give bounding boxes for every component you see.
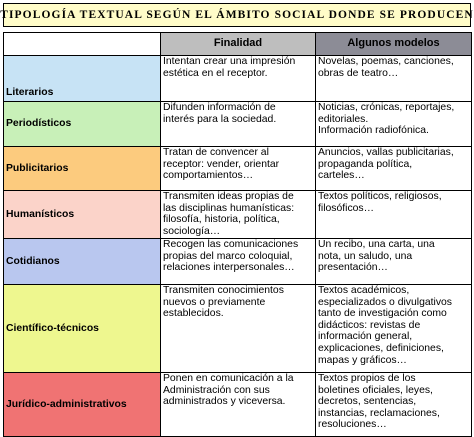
finalidad-line: comportamientos… (163, 170, 254, 182)
modelos-line: Textos políticos, religiosos, (318, 191, 442, 202)
modelos-cell (316, 56, 472, 102)
modelos-line: instancias, reclamaciones, (318, 407, 440, 419)
modelos-line: obras de teatro… (318, 67, 399, 79)
modelos-line: didácticos: revistas de (318, 319, 421, 331)
modelos-line: Un recibo, una carta, una (318, 239, 435, 250)
modelos-line: Textos académicos, (318, 285, 410, 296)
modelos-line: presentación… (318, 262, 388, 274)
finalidad-line: relaciones interpersonales… (163, 262, 295, 274)
finalidad-line: estética en el receptor. (163, 67, 268, 79)
finalidad-cell (161, 285, 316, 373)
modelos-line: carteles… (318, 170, 365, 182)
category-label: Jurídico-administrativos (6, 398, 127, 410)
modelos-cell (316, 373, 472, 437)
page-title: TIPOLOGÍA TEXTUAL SEGÚN EL ÁMBITO SOCIAL DONDE SE PRODUCEN (3, 3, 471, 27)
modelos-line: Textos propios de los (318, 373, 416, 384)
category-cell (4, 56, 161, 102)
category-cell (4, 285, 161, 373)
finalidad-cell (161, 373, 316, 437)
modelos-cell (316, 191, 472, 239)
finalidad-cell (161, 56, 316, 102)
table-row (4, 373, 472, 437)
modelos-line: mapas y gráficos… (318, 354, 407, 366)
modelos-line: especializados o divulgativos (318, 296, 453, 308)
modelos-line: Novelas, poemas, canciones, (318, 56, 454, 67)
finalidad-line: Intentan crear una impresión (163, 56, 296, 67)
finalidad-line: Transmiten conocimientos (163, 285, 284, 296)
modelos-cell (316, 102, 472, 147)
category-cell (4, 147, 161, 191)
finalidad-line: administrados y viceversa. (163, 396, 286, 408)
finalidad-line: Transmiten ideas propias de (163, 191, 294, 202)
finalidad-line: nuevos o previamente (163, 296, 266, 308)
category-cell (4, 373, 161, 437)
finalidad-line: las disciplinas humanísticas: (163, 202, 295, 214)
finalidad-cell (161, 239, 316, 285)
table-row (4, 147, 472, 191)
table-row (4, 239, 472, 285)
modelos-line: boletines oficiales, leyes, (318, 384, 433, 396)
category-label: Humanísticos (6, 208, 75, 220)
finalidad-line: Difunden información de (163, 102, 276, 113)
header-row (4, 33, 472, 56)
modelos-line: editoriales. (318, 113, 369, 125)
finalidad-line: Tratan de convencer al (163, 147, 269, 158)
modelos-cell (316, 239, 472, 285)
modelos-line: resoluciones… (318, 419, 387, 431)
finalidad-cell (161, 147, 316, 191)
finalidad-line: Administración con sus (163, 384, 270, 396)
table-row (4, 285, 472, 373)
category-cell (4, 102, 161, 147)
table-row (4, 102, 472, 147)
finalidad-line: filosofía, historia, política, (163, 214, 280, 226)
modelos-line: información general, (318, 331, 413, 343)
finalidad-line: interés para la sociedad. (163, 113, 277, 125)
category-cell (4, 191, 161, 239)
category-label: Cotidianos (6, 255, 60, 267)
finalidad-line: establecidos. (163, 308, 224, 320)
finalidad-cell (161, 191, 316, 239)
modelos-line: filosóficos… (318, 202, 375, 214)
finalidad-line: Ponen en comunicación a la (163, 373, 294, 384)
modelos-line: explicaciones, definiciones, (318, 342, 444, 354)
category-label: Periodísticos (6, 118, 72, 130)
table-row (4, 191, 472, 239)
category-label: Literarios (6, 87, 54, 99)
header-finalidad: Finalidad (161, 33, 316, 56)
modelos-cell (316, 147, 472, 191)
modelos-line: Anuncios, vallas publicitarias, (318, 147, 454, 158)
finalidad-line: Recogen las comunicaciones (163, 239, 299, 250)
modelos-line: Información radiofónica. (318, 125, 429, 137)
modelos-line: Noticias, crónicas, reportajes, (318, 102, 455, 113)
modelos-line: nota, un saludo, una (318, 250, 413, 262)
finalidad-line: propias del marco coloquial, (163, 250, 293, 262)
modelos-line: tanto de investigación como (318, 308, 447, 320)
category-cell (4, 239, 161, 285)
finalidad-cell (161, 102, 316, 147)
category-label: Científico-técnicos (6, 322, 99, 334)
table-row (4, 56, 472, 102)
modelos-line: propaganda política, (318, 158, 413, 170)
modelos-line: decretos, sentencias, (318, 396, 417, 408)
modelos-cell (316, 285, 472, 373)
category-label: Publicitarios (6, 162, 69, 174)
finalidad-line: receptor: vender, orientar (163, 158, 280, 170)
typology-table (3, 32, 472, 437)
header-modelos: Algunos modelos (316, 33, 472, 56)
finalidad-line: sociología… (163, 225, 221, 237)
header-blank (4, 33, 161, 56)
